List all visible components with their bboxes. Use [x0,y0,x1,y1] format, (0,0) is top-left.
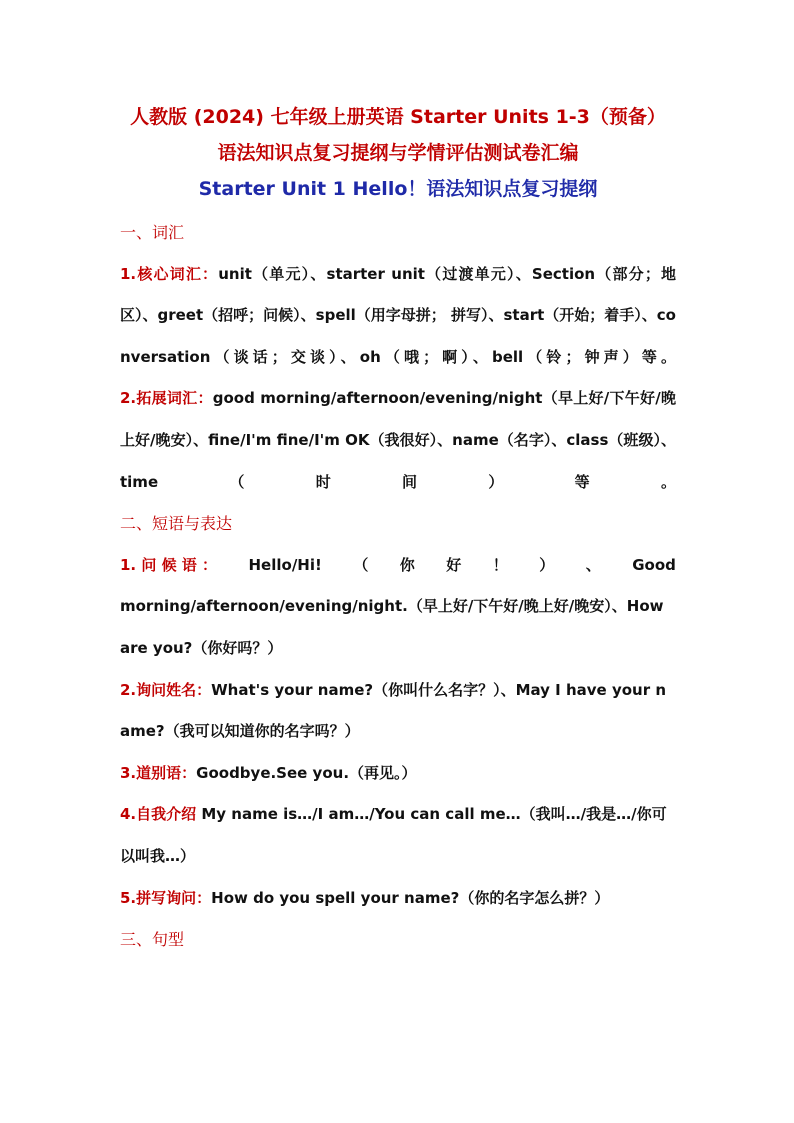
phrase-greeting-paragraph [120,545,676,670]
phrase-greeting-part: 、 [585,555,601,574]
phrase-spelling-paragraph [120,878,676,920]
vocab-core-text: unit（单元）、starter unit（过渡单元）、Section（部分；地区）、greet（招呼；问候）、spell（用字母拼； 拼写）、start（开始；着手）、conversation（谈话；交谈）、oh（哦；啊）、bell（铃；钟声）等。 [120,264,677,366]
phrase-greeting-first-line [120,545,676,587]
phrase-greeting-part: Good [632,555,676,574]
section-heading-sentences: 三、句型 [120,930,185,950]
document-title-line2: 语法知识点复习提纲与学情评估测试卷汇编 [217,142,579,164]
phrase-ask-name-paragraph [120,670,676,753]
vocab-core-label: 1.核心词汇： [120,264,219,283]
section-heading-vocabulary: 一、词汇 [120,223,185,242]
phrase-spelling-label: 5.拼写询问： [120,888,212,907]
phrase-ask-name-label: 2.询问姓名： [120,680,212,699]
vocab-extended-text: good morning/afternoon/evening/night（早上好/下午好/晚上好/晚安）、fine/I'm fine/I'm OK（我很好）、name（名字）、class（班级）、time（时间）等。 [120,389,676,491]
phrase-ask-name-text: What's your name?（你叫什么名字？）、May I have your name?（我可以知道你的名字吗？） [120,680,667,741]
document-page [120,100,676,961]
phrase-greeting-part: （ [353,555,369,574]
phrase-spelling-text: How do you spell your name?（你的名字怎么拼？） [211,888,610,907]
phrase-greeting-part: ！ [492,555,508,574]
phrase-self-intro-paragraph [120,794,676,877]
phrase-self-intro-text: My name is…/I am…/You can call me…（我叫…/我是…/你可以叫我…） [120,805,667,865]
phrase-greeting-part: ） [539,555,555,574]
vocab-extended-label: 2.拓展词汇： [120,389,213,408]
vocab-core-paragraph [120,254,676,379]
phrase-self-intro-label: 4.自我介绍 [120,805,202,824]
phrase-greeting-part: 好 [446,555,462,574]
phrase-greeting-label: 1. 问 候 语 ： [120,555,218,574]
phrase-greeting-part: Hello/Hi! [248,555,322,574]
phrase-greeting-rest: morning/afternoon/evening/night.（早上好/下午好/晚上好/晚安）、How are you?（你好吗？） [120,597,664,657]
phrase-farewell-text: Goodbye.See you.（再见。） [196,763,417,782]
phrase-farewell-paragraph [120,753,676,795]
document-title-line1: 人教版 (2024) 七年级上册英语 Starter Units 1-3（预备） [130,106,666,128]
phrase-farewell-label: 3.道别语： [120,763,197,782]
unit-title: Starter Unit 1 Hello！语法知识点复习提纲 [198,178,598,200]
section-heading-phrases: 二、短语与表达 [120,514,233,534]
vocab-extended-paragraph [120,378,676,503]
phrase-greeting-part: 你 [399,555,415,574]
